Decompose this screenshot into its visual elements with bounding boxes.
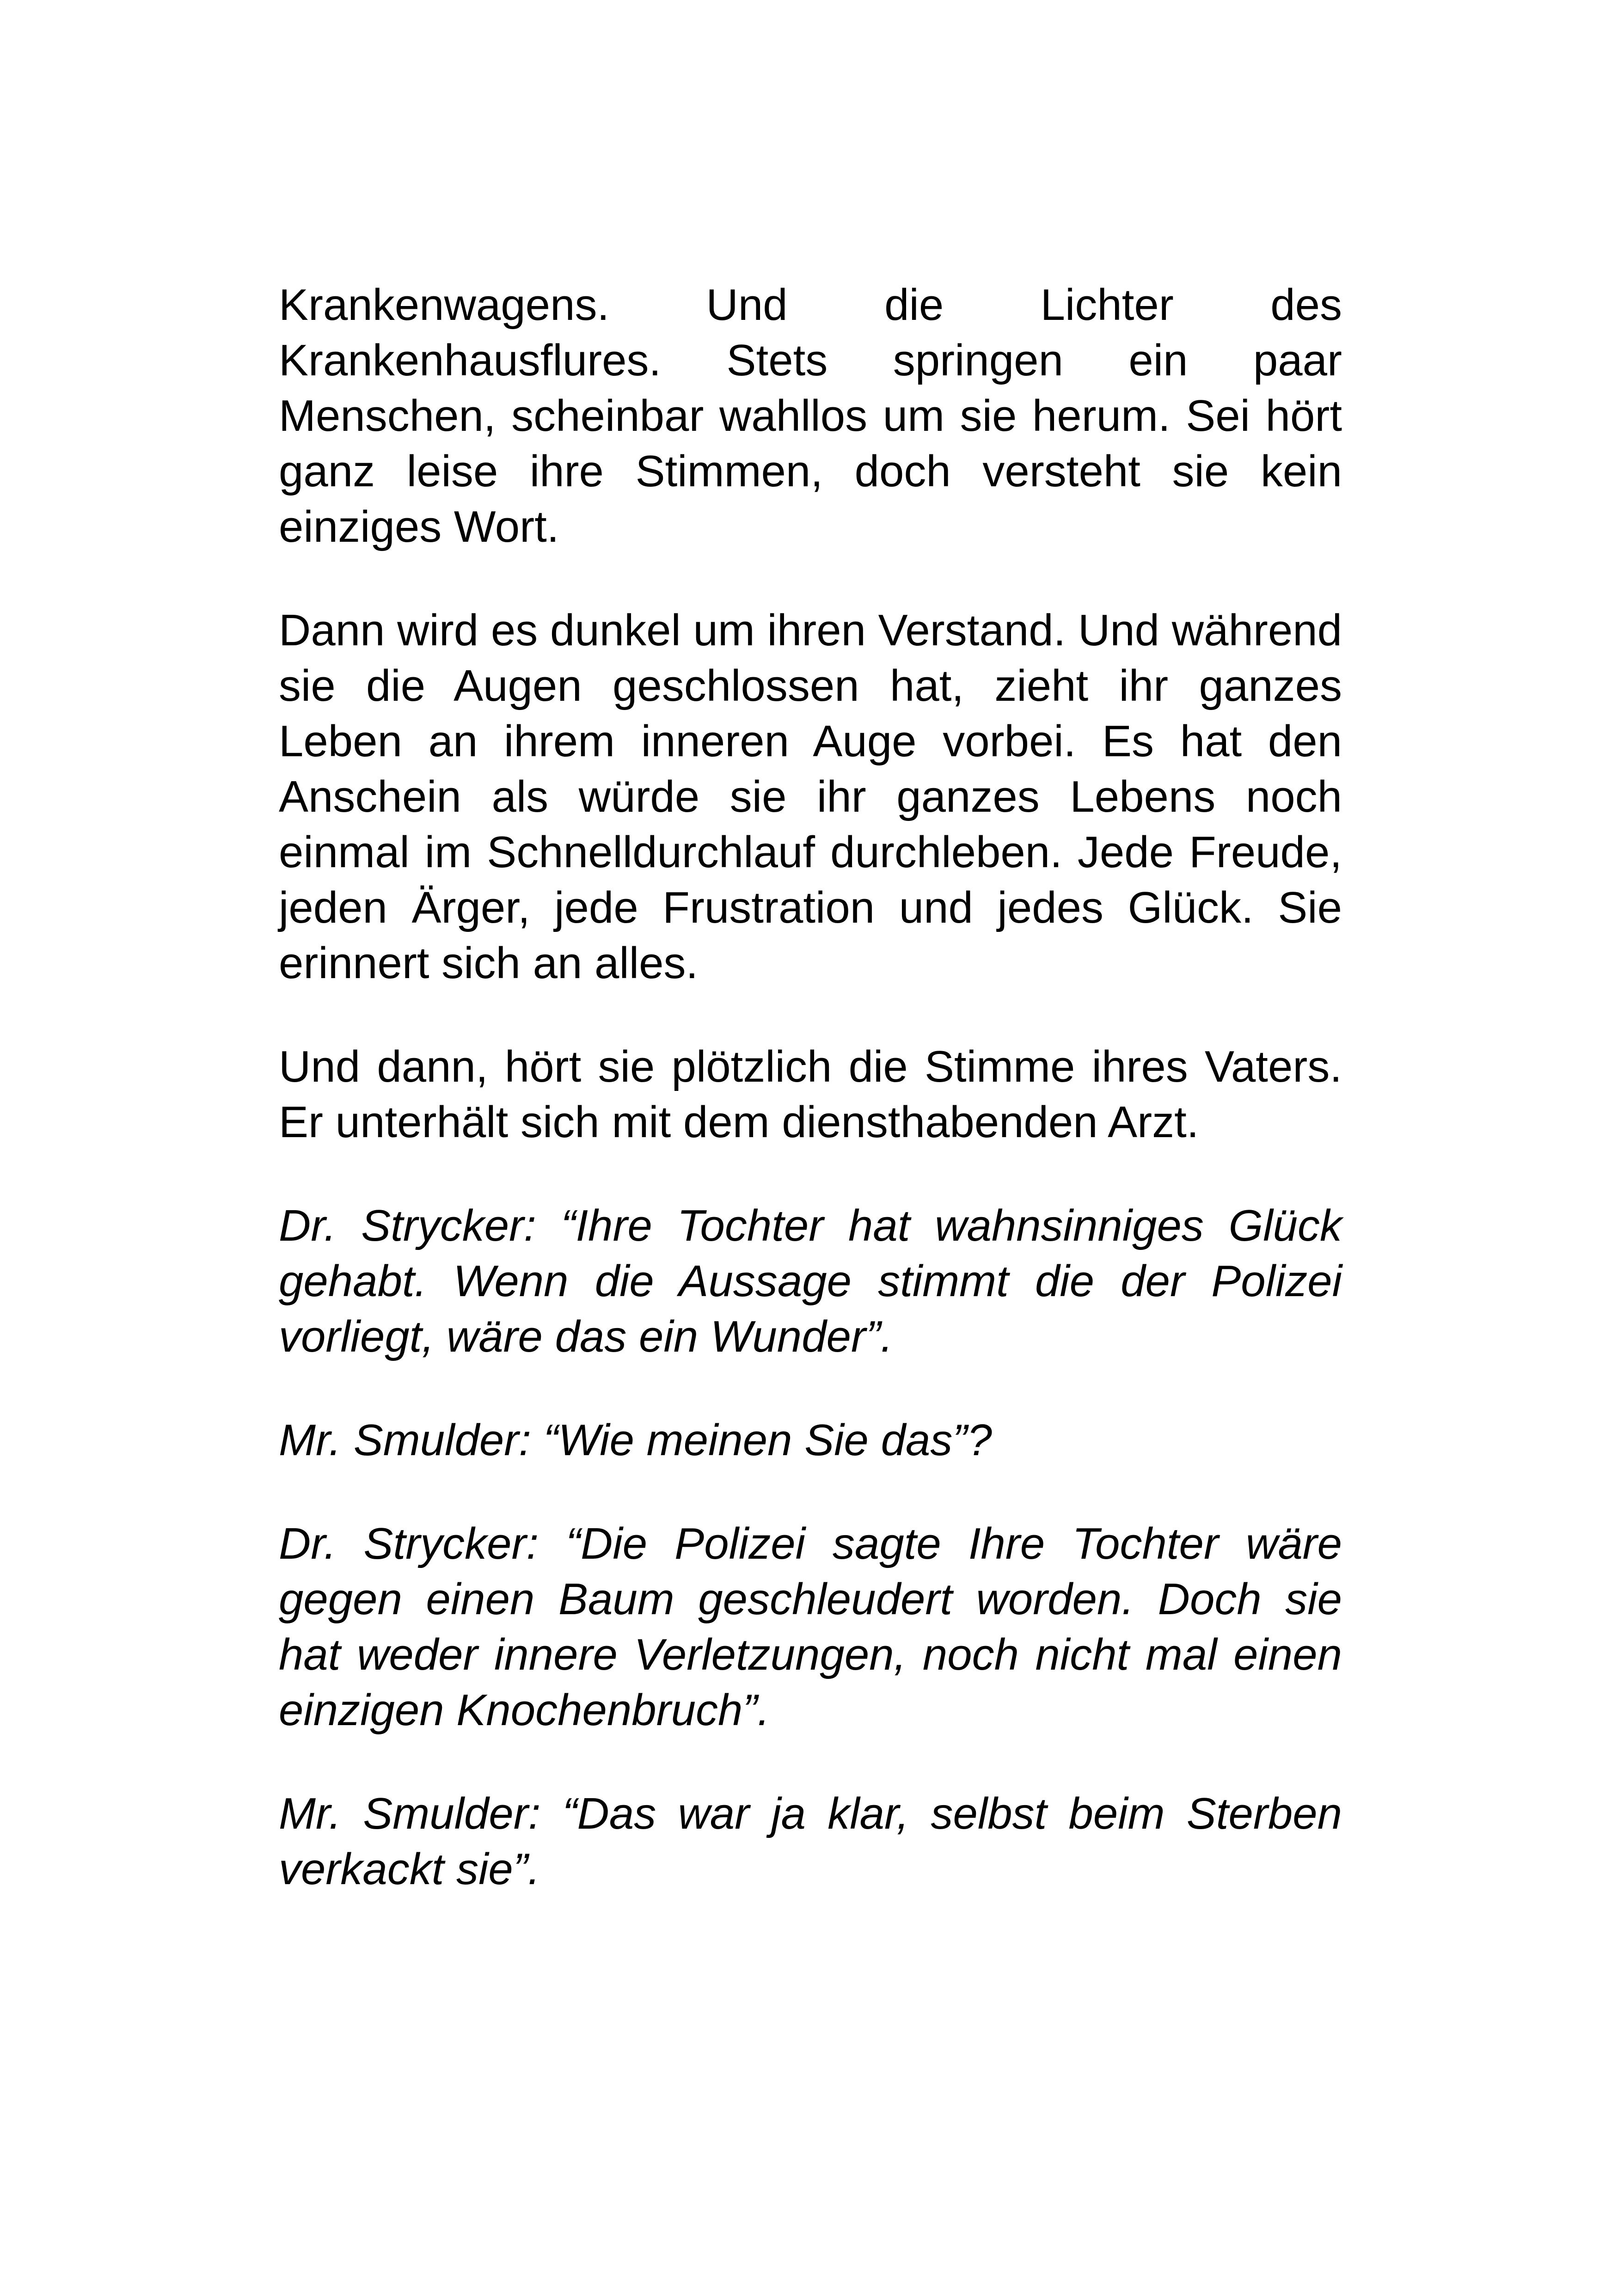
dialog-line-smulder-2: Mr. Smulder: “Das war ja klar, selbst beim Sterben verkackt sie”. — [279, 1789, 1342, 1894]
paragraph-father-voice: Und dann, hört sie plötzlich die Stimme ihres Vaters. Er unterhält sich mit dem diensthabenden Arzt. — [279, 1042, 1342, 1147]
body-text — [279, 277, 1342, 1945]
dialog-line-smulder-1: Mr. Smulder: “Wie meinen Sie das”? — [279, 1415, 992, 1465]
paragraph-ambulance: Krankenwagens. Und die Lichter des Krankenhausflures. Stets springen ein paar Menschen, scheinbar wahllos um sie herum. Sei hört ganz leise ihre Stimmen, doch versteht sie kein einziges Wort. — [279, 280, 1342, 551]
dialog-line-strycker-1: Dr. Strycker: “Ihre Tochter hat wahnsinniges Glück gehabt. Wenn die Aussage stimmt die der Polizei vorliegt, wäre das ein Wunder”. — [279, 1201, 1342, 1361]
paragraph-memories: Dann wird es dunkel um ihren Verstand. Und während sie die Augen geschlossen hat, zieht ihr ganzes Leben an ihrem inneren Auge vorbei. Es hat den Anschein als würde sie ihr ganzes Lebens noch einmal im Schnelldurchlauf durchleben. Jede Freude, jeden Ärger, jede Frustration und jedes Glück. Sie erinnert sich an alles. — [279, 606, 1342, 988]
dialog-line-strycker-2: Dr. Strycker: “Die Polizei sagte Ihre Tochter wäre gegen einen Baum geschleudert worden. Doch sie hat weder innere Verletzungen, noch nicht mal einen einzigen Knochenbruch”. — [279, 1519, 1342, 1735]
